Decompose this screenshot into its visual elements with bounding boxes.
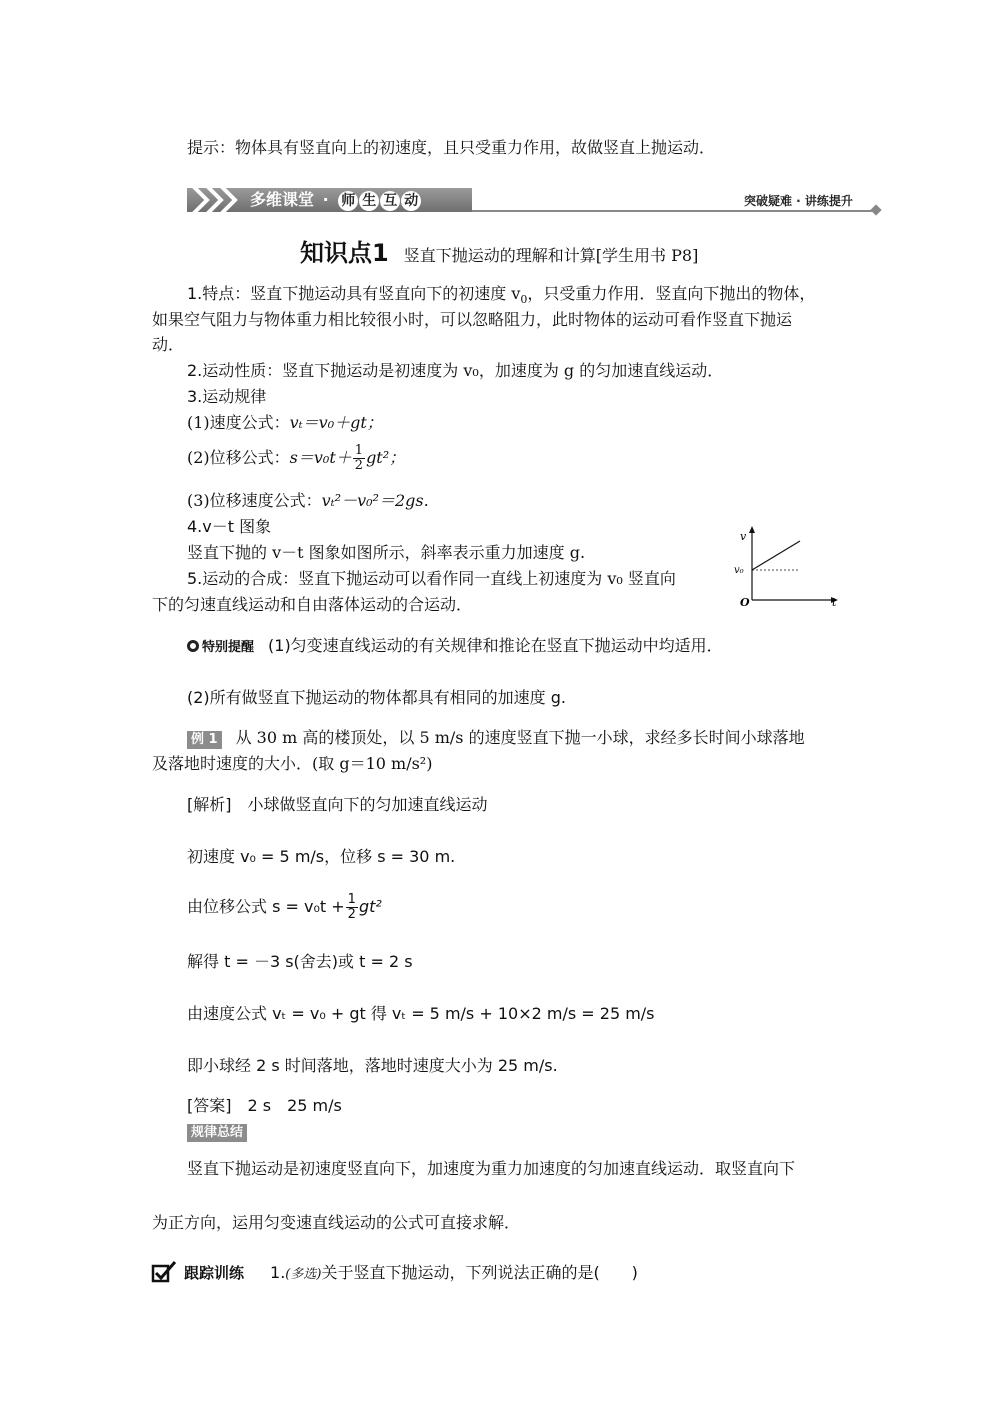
example-text-2: 及落地时速度的大小．(取 g＝10 m/s²) [152,754,433,773]
hint-text: 提示：物体具有竖直向上的初速度，且只受重力作用，故做竖直上抛运动． [187,138,716,157]
graph-v0-label: v₀ [734,565,744,576]
item-2 [187,360,723,382]
notice-text-2: (2)所有做竖直下抛运动的物体都具有相同的加速度 g. [187,688,566,707]
item-1-text-b: ，只受重力作用．竖直向下抛出的物体， [527,284,816,303]
section-heading [300,233,698,268]
solution-fraction-den: 2 [347,907,356,922]
example-line1 [187,727,805,749]
summary-text-1: 竖直下抛运动是初速度竖直向下，加速度为重力加速度的匀加速直线运动．取竖直向下 [187,1159,796,1178]
summary-label: 规律总结 [187,1124,247,1142]
solution-line-2: 初速度 v₀ = 5 m/s，位移 s = 30 m. [187,847,456,866]
formula-1: vₜ＝v₀＋gt； [289,413,383,432]
solution-fraction [346,893,358,922]
section-number: 知识点1 [300,239,389,267]
item-5-text: 竖直下抛运动可以看作同一直线上初速度为 v₀ 竖直向 [298,569,676,588]
fraction-num: 1 [354,443,364,458]
banner-subtitle: 突破疑难 · 讲练提升 [744,194,853,208]
formula-1-label: (1)速度公式： [187,413,290,432]
formula-3-label: (3)位移速度公式： [187,491,322,510]
notice-line1 [187,635,723,659]
item-1-line2: 如果空气阻力与物体重力相比较很小时，可以忽略阻力，此时物体的运动可看作竖直下抛运 [152,310,793,329]
solution-line-3-b: gt² [358,897,382,916]
graph-x-label: t [832,596,837,609]
item-1-line1 [187,283,815,305]
formula-2-label: (2)位移公式： [187,448,290,467]
practice-question: 关于竖直下抛运动，下列说法正确的是( ) [321,1263,638,1282]
checkbox-check-icon [150,1260,178,1284]
summary-label-wrap [187,1121,247,1142]
fraction [353,444,365,473]
banner-title [250,188,421,212]
item-5-label: 5.运动的合成： [187,569,299,588]
item-2-text: 竖直下抛运动是初速度为 v₀，加速度为 g 的匀加速直线运动． [282,361,724,380]
fraction-den: 2 [354,458,364,473]
banner-rule [472,210,872,212]
banner-part1: 多维课堂 [250,190,315,209]
item-1-label: 1.特点： [187,284,251,303]
item-3-label: 3.运动规律 [187,387,267,406]
graph-y-label: v [740,530,747,543]
chevron-right-icon [187,182,247,218]
practice-label: 跟踪训练 [184,1264,245,1282]
item-2-label: 2.运动性质： [187,361,283,380]
item-5-line1 [187,568,676,590]
diamond-icon [870,204,881,215]
practice-multi: (多选) [285,1267,322,1282]
example-text-1: 从 30 m 高的楼顶处，以 5 m/s 的速度竖直下抛一小球，求经多长时间小球落地 [235,728,805,747]
graph-y-arrow [749,526,755,533]
gear-icon [187,640,199,652]
answer-line: [答案] 2 s 25 m/s [187,1096,342,1115]
solution-line-5: 由速度公式 vₜ = v₀ + gt 得 vₜ = 5 m/s + 10×2 m/s = 25 m/s [187,1004,655,1023]
graph-origin: O [740,596,750,609]
formula-2-b: gt²； [366,448,406,467]
item-4-text: 竖直下抛的 v－t 图象如图所示，斜率表示重力加速度 g. [187,543,586,562]
item-1-line3: 动． [152,335,185,354]
item-1-text-a: 竖直下抛运动具有竖直向下的初速度 v [250,284,521,303]
solution-line-1: [解析] 小球做竖直向下的匀加速直线运动 [187,795,488,814]
notice-label: 特别提醒 [202,640,255,655]
banner-char-1: 师 [338,191,358,211]
vt-graph [728,522,848,612]
summary-text-2: 为正方向，运用匀变速直线运动的公式可直接求解． [152,1213,521,1232]
banner-char-2: 生 [359,191,379,211]
example-label: 例 1 [187,731,222,749]
banner-dot: · [322,190,329,209]
formula-displacement [187,444,405,473]
banner-char-3: 互 [380,191,400,211]
practice-line [184,1262,638,1286]
section-title: 竖直下抛运动的理解和计算[学生用书 P8] [403,246,699,265]
formula-3: vₜ²－v₀²＝2gs. [321,491,429,510]
formula-2-a: s＝v₀t＋ [289,448,352,467]
graph-line [752,541,800,570]
solution-line-4: 解得 t = －3 s(舍去)或 t = 2 s [187,952,413,971]
formula-velocity [187,412,383,434]
solution-line-3 [187,893,382,922]
banner-char-4: 动 [401,191,421,211]
solution-line-3-a: 由位移公式 s = v₀t + [187,897,345,916]
item-1-sub: 0 [520,293,528,307]
notice-text-1: (1)匀变速直线运动的有关规律和推论在竖直下抛运动中均适用． [268,636,723,655]
formula-velocity-displacement [187,490,429,512]
item-4-label: 4.v－t 图象 [187,517,272,536]
solution-fraction-num: 1 [347,892,356,907]
solution-line-6: 即小球经 2 s 时间落地，落地时速度大小为 25 m/s. [187,1056,558,1075]
practice-number: 1. [270,1263,286,1282]
item-5-line2: 下的匀速直线运动和自由落体运动的合运动． [152,595,473,614]
